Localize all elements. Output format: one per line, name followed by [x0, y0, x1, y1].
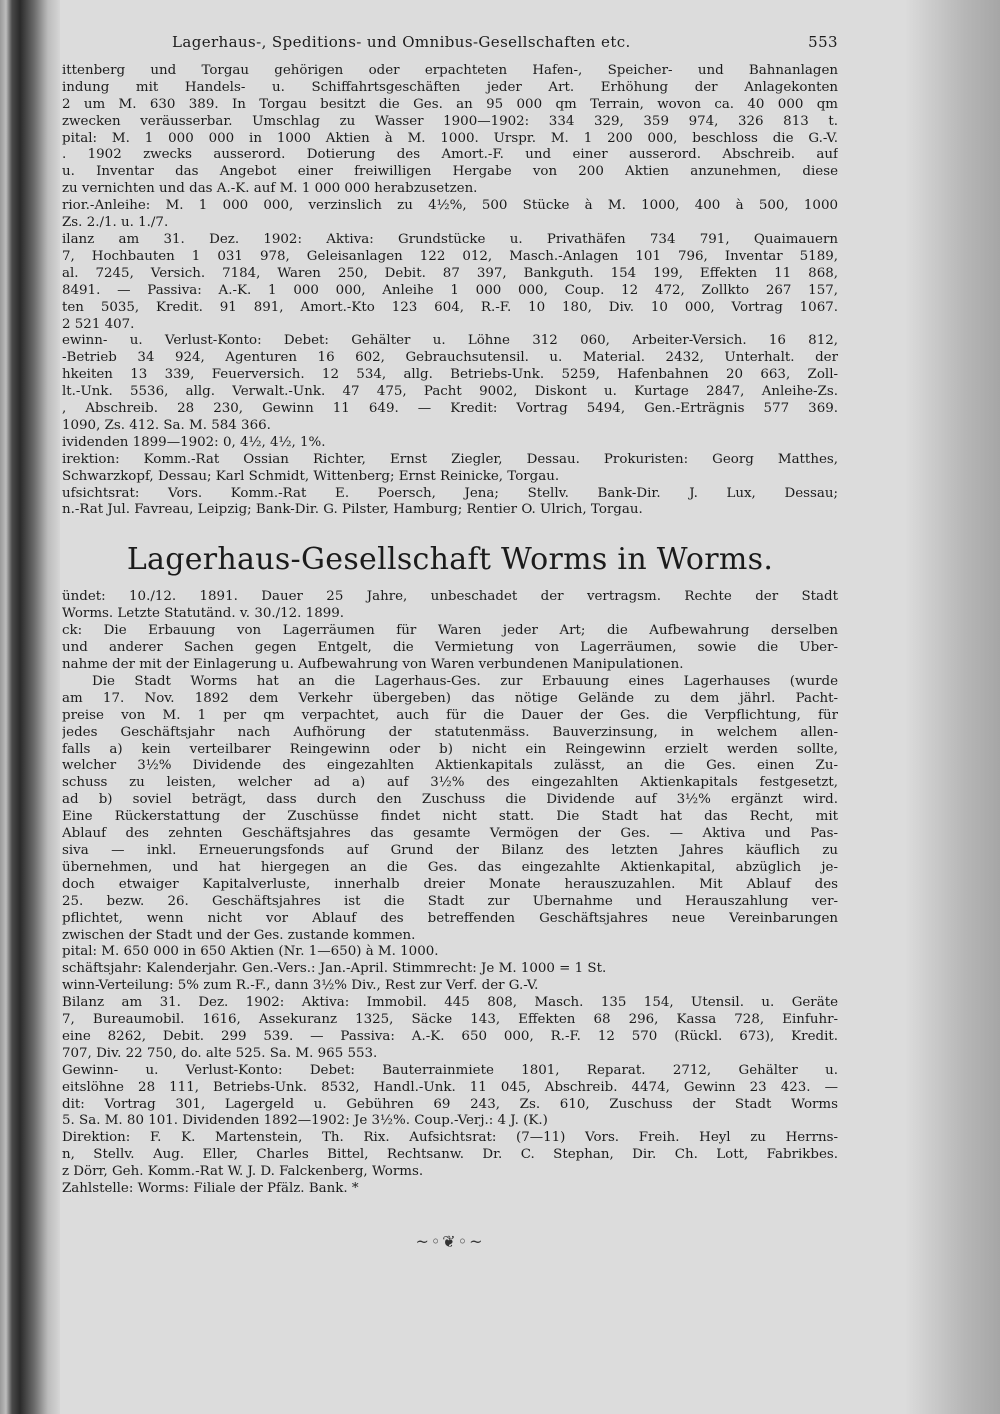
text-line: preise von M. 1 per qm verpachtet, auch für die Dauer der Ges. die Verpflichtung, für: [62, 707, 838, 723]
text-line: Gewinn- u. Verlust-Konto: Debet: Bauterrainmiete 1801, Reparat. 2712, Gehälter u.: [62, 1062, 838, 1078]
text-line: irektion: Komm.-Rat Ossian Richter, Ernst Ziegler, Dessau. Prokuristen: Georg Matthes,: [62, 451, 838, 467]
text-line: 2 um M. 630 389. In Torgau besitzt die Ges. an 95 000 qm Terrain, wovon ca. 40 000 qm: [62, 96, 838, 112]
text-line: 5. Sa. M. 80 101. Dividenden 1892—1902: Je 3½%. Coup.-Verj.: 4 J. (K.): [62, 1113, 548, 1129]
text-line: 7, Hochbauten 1 031 978, Geleisanlagen 122 012, Masch.-Anlagen 101 796, Inventar 5189,: [62, 248, 838, 264]
running-header: [62, 34, 838, 51]
text-line: falls a) kein verteilbarer Reingewinn oder b) nicht ein Reingewinn erzielt werden sollte,: [62, 741, 838, 757]
text-line: n.-Rat Jul. Favreau, Leipzig; Bank-Dir. G. Pilster, Hamburg; Rentier O. Ulrich, Torgau.: [62, 502, 643, 518]
text-line: ad b) soviel beträgt, dass durch den Zuschuss die Dividende auf 3½% ergänzt wird.: [62, 792, 838, 808]
text-line: schuss zu leisten, welcher ad a) auf 3½% des eingezahlten Aktienkapitals festgesetzt,: [62, 775, 838, 791]
page-edge-shadow: [905, 0, 1000, 1414]
text-line: Zahlstelle: Worms: Filiale der Pfälz. Bank. *: [62, 1181, 359, 1197]
text-line: jedes Geschäftsjahr nach Aufhörung der statutenmäss. Bauverzinsung, in welchem allen-: [62, 724, 838, 740]
end-ornament: ~◦❦◦~: [415, 1232, 485, 1251]
text-line: u. Inventar das Angebot einer freiwilligen Hergabe von 200 Aktien anzunehmen, diese: [62, 164, 838, 180]
text-line: übernehmen, und hat hiergegen an die Ges. das eingezahlte Aktienkapital, abzüglich je-: [62, 859, 838, 875]
text-line: z Dörr, Geh. Komm.-Rat W. J. D. Falckenberg, Worms.: [62, 1164, 424, 1180]
text-line: , Abschreib. 28 230, Gewinn 11 649. — Kredit: Vortrag 5494, Gen.-Erträgnis 577 369.: [62, 401, 838, 417]
text-line: Worms. Letzte Statutänd. v. 30./12. 1899.: [62, 606, 345, 622]
text-line: ufsichtsrat: Vors. Komm.-Rat E. Poersch, Jena; Stellv. Bank-Dir. J. Lux, Dessau;: [62, 485, 838, 501]
text-line: Zs. 2./1. u. 1./7.: [62, 215, 169, 231]
text-line: ten 5035, Kredit. 91 891, Amort.-Kto 123 604, R.-F. 10 180, Div. 10 000, Vortrag 1067.: [62, 299, 838, 315]
text-line: 7, Bureaumobil. 1616, Assekuranz 1325, Säcke 143, Effekten 68 296, Kassa 728, Einfuhr-: [62, 1012, 838, 1028]
text-line: . 1902 zwecks ausserord. Dotierung des Amort.-F. und einer ausserord. Abschreib. auf: [62, 147, 838, 163]
text-line: welcher 3½% Dividende des eingezahlten Aktienkapitals zulässt, an die Ges. einen Zu-: [62, 758, 838, 774]
text-line: Die Stadt Worms hat an die Lagerhaus-Ges. zur Erbauung eines Lagerhauses (wurde: [92, 673, 838, 689]
page-content: [62, 28, 838, 1251]
text-line: doch etwaiger Kapitalverluste, innerhalb dreier Monate herauszuzahlen. Mit Ablauf des: [62, 876, 838, 892]
text-line: pflichtet, wenn nicht vor Ablauf des betreffenden Geschäftsjahres neue Vereinbarungen: [62, 910, 838, 926]
text-line: schäftsjahr: Kalenderjahr. Gen.-Vers.: Jan.-April. Stimmrecht: Je M. 1000 = 1 St.: [62, 961, 607, 977]
text-line: nahme der mit der Einlagerung u. Aufbewahrung von Waren verbundenen Manipulationen.: [62, 657, 684, 672]
text-line: Eine Rückerstattung der Zuschüsse findet nicht statt. Die Stadt hat das Recht, mit: [62, 809, 838, 825]
entry-worms-text: [62, 589, 838, 1198]
text-line: 1090, Zs. 412. Sa. M. 584 366.: [62, 417, 271, 433]
text-line: zwischen der Stadt und der Ges. zustande kommen.: [62, 927, 416, 943]
text-line: lt.-Unk. 5536, allg. Verwalt.-Unk. 47 475, Pacht 9002, Diskont u. Kurtage 2847, Anleihe-Zs.: [62, 384, 838, 400]
entry-continued-text: [62, 63, 838, 519]
text-line: Bilanz am 31. Dez. 1902: Aktiva: Immobil. 445 808, Masch. 135 154, Utensil. u. Geräte: [62, 995, 838, 1011]
text-line: am 17. Nov. 1892 dem Verkehr übergeben) das nötige Gelände zu dem jährl. Pacht-: [62, 690, 838, 706]
text-line: dit: Vortrag 301, Lagergeld u. Gebühren 69 243, Zs. 610, Zuschuss der Stadt Worms: [62, 1096, 838, 1112]
text-line: winn-Verteilung: 5% zum R.-F., dann 3½% Div., Rest zur Verf. der G.-V.: [62, 978, 539, 994]
text-line: Direktion: F. K. Martenstein, Th. Rix. Aufsichtsrat: (7—11) Vors. Freih. Heyl zu Herrns-: [62, 1130, 838, 1146]
text-line: zu vernichten und das A.-K. auf M. 1 000 000 herabzusetzen.: [62, 181, 478, 197]
text-line: 707, Div. 22 750, do. alte 525. Sa. M. 965 553.: [62, 1045, 378, 1061]
text-line: al. 7245, Versich. 7184, Waren 250, Debit. 87 397, Bankguth. 154 199, Effekten 11 868,: [62, 265, 838, 281]
book-binding-gutter: [0, 0, 60, 1414]
text-line: Schwarzkopf, Dessau; Karl Schmidt, Wittenberg; Ernst Reinicke, Torgau.: [62, 468, 560, 484]
text-line: ittenberg und Torgau gehörigen oder erpachteten Hafen-, Speicher- und Bahnanlagen: [62, 62, 838, 78]
text-line: siva — inkl. Erneuerungsfonds auf Grund der Bilanz des letzten Jahres käuflich zu: [62, 842, 838, 858]
running-header-title: Lagerhaus-, Speditions- und Omnibus-Gesellschaften etc.: [172, 33, 631, 51]
text-line: pital: M. 650 000 in 650 Aktien (Nr. 1—650) à M. 1000.: [62, 944, 439, 960]
text-line: eitslöhne 28 111, Betriebs-Unk. 8532, Handl.-Unk. 11 045, Abschreib. 4474, Gewinn 23 423. —: [62, 1079, 838, 1095]
text-line: Ablauf des zehnten Geschäftsjahres das gesamte Vermögen der Ges. — Aktiva und Pas-: [62, 826, 838, 842]
company-heading: Lagerhaus-Gesellschaft Worms in Worms.: [126, 542, 774, 578]
text-line: ewinn- u. Verlust-Konto: Debet: Gehälter u. Löhne 312 060, Arbeiter-Versich. 16 812,: [62, 333, 838, 349]
text-line: indung mit Handels- u. Schiffahrtsgeschäften jeder Art. Erhöhung der Anlagekonten: [62, 79, 838, 95]
text-line: hkeiten 13 339, Feuerversich. 12 534, allg. Betriebs-Unk. 5259, Hafenbahnen 20 663, Zoll-: [62, 367, 838, 383]
text-line: zwecken veräusserbar. Umschlag zu Wasser 1900—1902: 334 329, 359 974, 326 813 t.: [62, 113, 838, 129]
page-number: 553: [808, 33, 838, 51]
text-line: ilanz am 31. Dez. 1902: Aktiva: Grundstücke u. Privathäfen 734 791, Quaimauern: [62, 231, 838, 247]
text-line: und anderer Sachen gegen Entgelt, die Vermietung von Lagerräumen, sowie die Über-: [62, 640, 838, 656]
text-line: ündet: 10./12. 1891. Dauer 25 Jahre, unbeschadet der vertragsm. Rechte der Stadt: [62, 589, 838, 605]
text-line: pital: M. 1 000 000 in 1000 Aktien à M. 1000. Urspr. M. 1 200 000, beschloss die G.-V.: [62, 130, 838, 146]
text-line: rior.-Anleihe: M. 1 000 000, verzinslich zu 4½%, 500 Stücke à M. 1000, 400 à 500, 1000: [62, 198, 838, 214]
text-line: ividenden 1899—1902: 0, 4½, 4½, 1%.: [62, 434, 326, 450]
text-line: ck: Die Erbauung von Lagerräumen für Waren jeder Art; die Aufbewahrung derselben: [62, 623, 838, 639]
text-line: 25. bezw. 26. Geschäftsjahres ist die Stadt zur Übernahme und Herauszahlung ver-: [62, 893, 838, 909]
text-line: n, Stellv. Aug. Eller, Charles Bittel, Rechtsanw. Dr. C. Stephan, Dir. Ch. Lott, Fabrikbes.: [62, 1147, 838, 1163]
text-line: 2 521 407.: [62, 316, 135, 332]
text-line: 8491. — Passiva: A.-K. 1 000 000, Anleihe 1 000 000, Coup. 12 472, Zollkto 267 157,: [62, 282, 838, 298]
text-line: eine 8262, Debit. 299 539. — Passiva: A.-K. 650 000, R.-F. 12 570 (Rückl. 673), Kredit.: [62, 1028, 838, 1044]
text-line: -Betrieb 34 924, Agenturen 16 602, Gebrauchsutensil. u. Material. 2432, Unterhalt. der: [62, 350, 838, 366]
